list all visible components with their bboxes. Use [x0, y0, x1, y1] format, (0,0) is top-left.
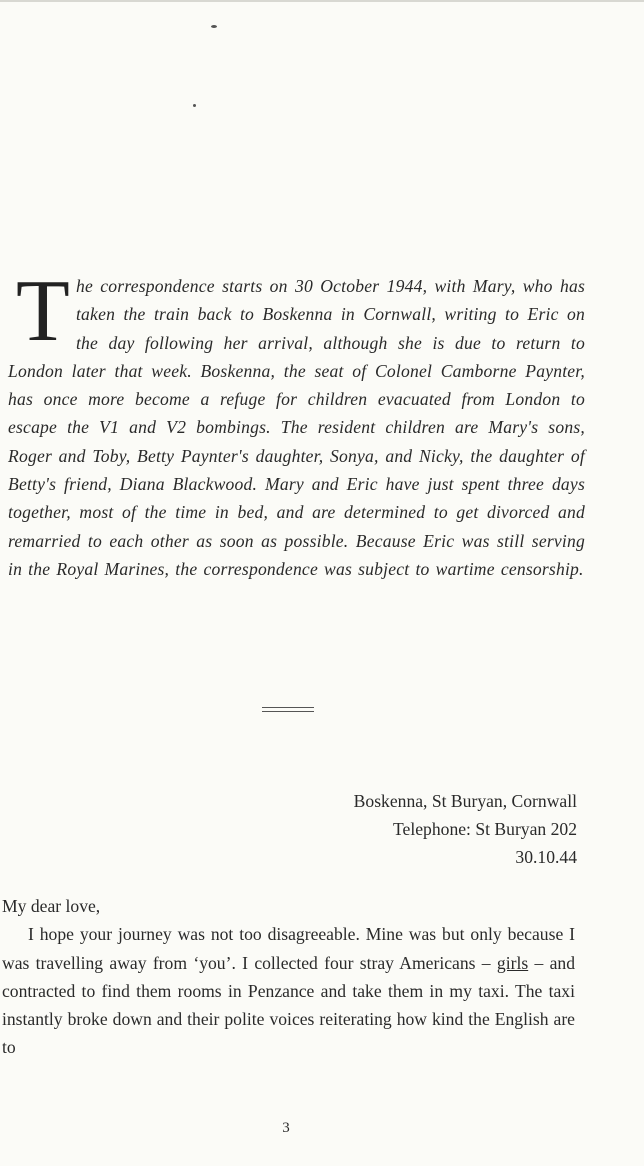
letter-paragraph [2, 920, 575, 1061]
section-divider [262, 707, 314, 715]
letter-text-before: I hope your journey was not too disagreeable. Mine was but only because I was travelling away from ‘you’. I collected four stray Americans – [2, 924, 575, 973]
top-edge-rule [0, 0, 644, 2]
address-line: Boskenna, St Buryan, Cornwall [353, 791, 577, 811]
letter-text-after: – and contracted to find them rooms in Penzance and take them in my taxi. The taxi instantly broke down and their polite voices reiterating how kind the English are to [2, 952, 576, 1058]
letter-address-block [354, 787, 577, 871]
underlined-word: girls [496, 952, 529, 973]
salutation: My dear love, [2, 896, 101, 916]
scan-speck [193, 104, 196, 107]
drop-cap: T [16, 263, 70, 360]
letter-body [2, 892, 575, 1062]
page-number: 3 [282, 1120, 290, 1136]
intro-paragraph [8, 263, 585, 583]
telephone-line: Telephone: St Buryan 202 [393, 819, 577, 839]
intro-text: he correspondence starts on 30 October 1944, with Mary, who has taken the train back to Boskenna in Cornwall, writing to Eric on the day following her arrival, although she is due to return to London later that week. Boskenna, the seat of Colonel Camborne Paynter, has once more become a refuge for children evacuated from London to escape the V1 and V2 bombings. The resident children are Mary's sons, Roger and Toby, Betty Paynter's daughter, Sonya, and Nicky, the daughter of Betty's friend, Diana Blackwood. Mary and Eric have just spent three days together, most of the time in bed, and are determined to get divorced and remarried to each other as soon as possible. Because Eric was still serving in the Royal Marines, the correspondence was subject to wartime censorship. [8, 276, 585, 579]
scan-speck [211, 25, 217, 28]
letter-date: 30.10.44 [515, 847, 577, 867]
